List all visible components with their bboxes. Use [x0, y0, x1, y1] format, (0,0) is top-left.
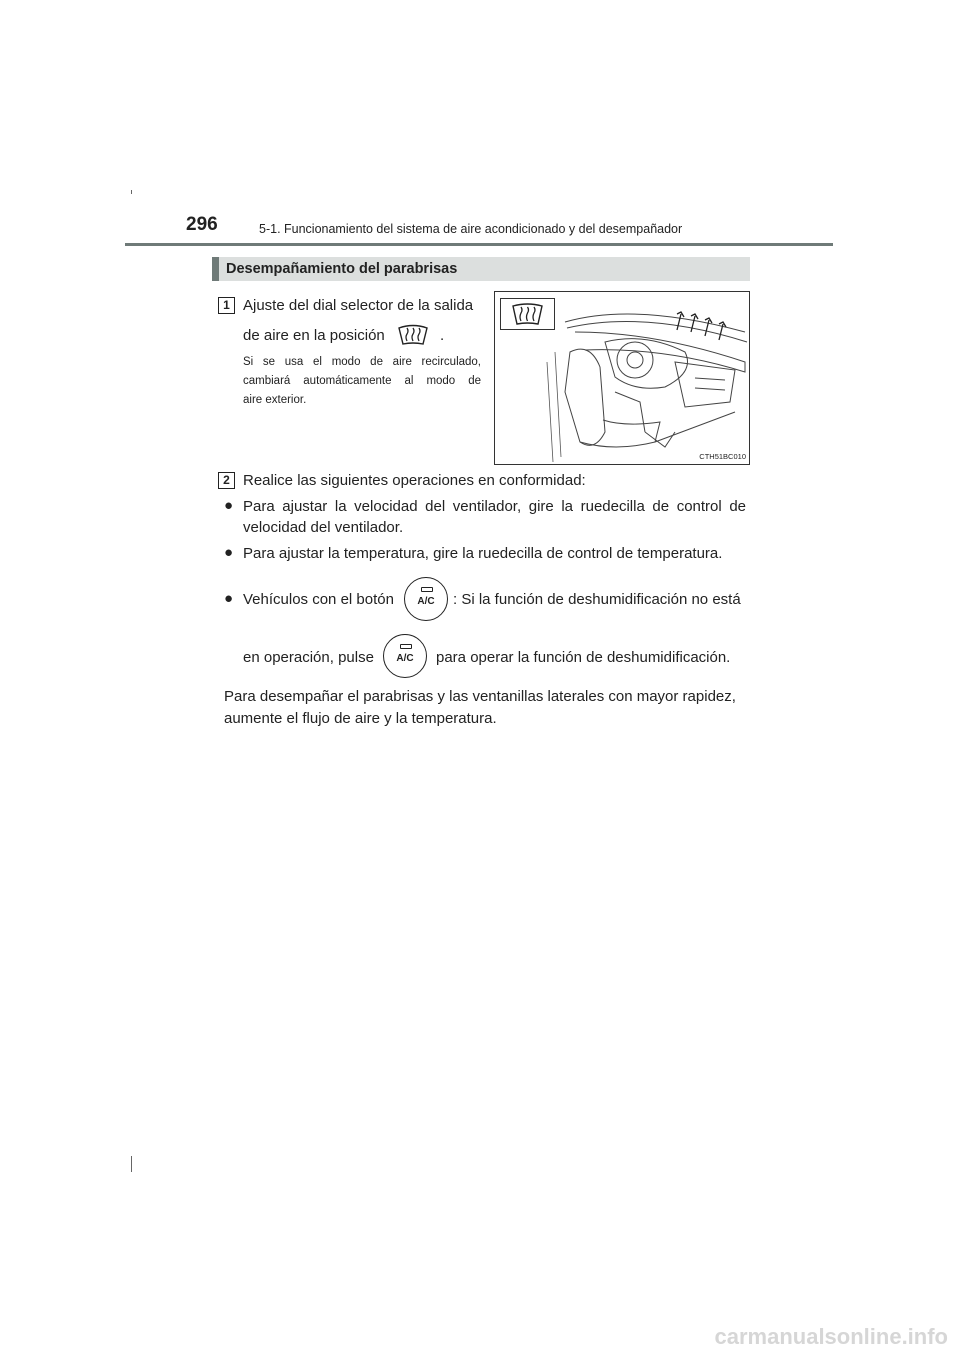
- ac-indicator-light: [400, 644, 412, 649]
- bullet1-line1: Para ajustar la velocidad del ventilador, gire la ruedecilla de control de: [243, 498, 746, 515]
- header-divider: [125, 243, 833, 246]
- bullet3-part2: : Si la función de deshumidificación no está: [453, 591, 741, 608]
- bullet1-line2: velocidad del ventilador.: [243, 519, 404, 536]
- step1-note-line: Si se usa el modo de aire recirculado,: [243, 356, 481, 368]
- closing-line1: Para desempañar el parabrisas y las ventanillas laterales con mayor rapidez,: [224, 688, 736, 705]
- bullet-marker: ●: [224, 590, 234, 607]
- windshield-defrost-icon: [396, 322, 430, 348]
- figure-code: CTH51BC010: [699, 452, 746, 461]
- dashboard-illustration: [494, 291, 750, 465]
- page-number: 296: [186, 214, 218, 235]
- closing-line2: aumente el flujo de aire y la temperatura.: [224, 710, 497, 727]
- section-title: Desempañamiento del parabrisas: [226, 261, 458, 277]
- margin-mark: [131, 190, 132, 194]
- step2-intro: Realice las siguientes operaciones en conformidad:: [243, 472, 586, 489]
- bullet-marker: ●: [224, 497, 234, 514]
- chapter-title: 5-1. Funcionamiento del sistema de aire acondicionado y del desempañador: [259, 222, 683, 236]
- step1-note: [243, 353, 481, 410]
- step-badge-2: 2: [218, 472, 235, 489]
- ac-button-icon: [383, 634, 427, 678]
- bullet3-part4: para operar la función de deshumidificación.: [436, 649, 731, 666]
- bullet3-part1: Vehículos con el botón: [243, 591, 394, 608]
- step1-line2: de aire en la posición: [243, 327, 385, 344]
- ac-indicator-light: [421, 587, 433, 592]
- step1-note-line: cambiará automáticamente al modo de: [243, 375, 481, 387]
- ac-button-label: A/C: [417, 596, 435, 607]
- bullet2-text: Para ajustar la temperatura, gire la ruedecilla de control de temperatura.: [243, 545, 723, 562]
- windshield-defrost-icon: [501, 299, 554, 329]
- margin-mark: [131, 1156, 132, 1172]
- watermark: carmanualsonline.info: [714, 1324, 948, 1349]
- step1-note-line: aire exterior.: [243, 394, 307, 406]
- step1-line1: Ajuste del dial selector de la salida: [243, 297, 474, 314]
- figure-icon-box: [500, 298, 555, 330]
- ac-button-label: A/C: [396, 653, 414, 664]
- ac-button-icon: [404, 577, 448, 621]
- step-badge-1: 1: [218, 297, 235, 314]
- bullet-marker: ●: [224, 544, 234, 561]
- step1-line2-end: .: [440, 327, 445, 344]
- bullet3-part3: en operación, pulse: [243, 649, 374, 666]
- section-header-accent: [212, 257, 219, 281]
